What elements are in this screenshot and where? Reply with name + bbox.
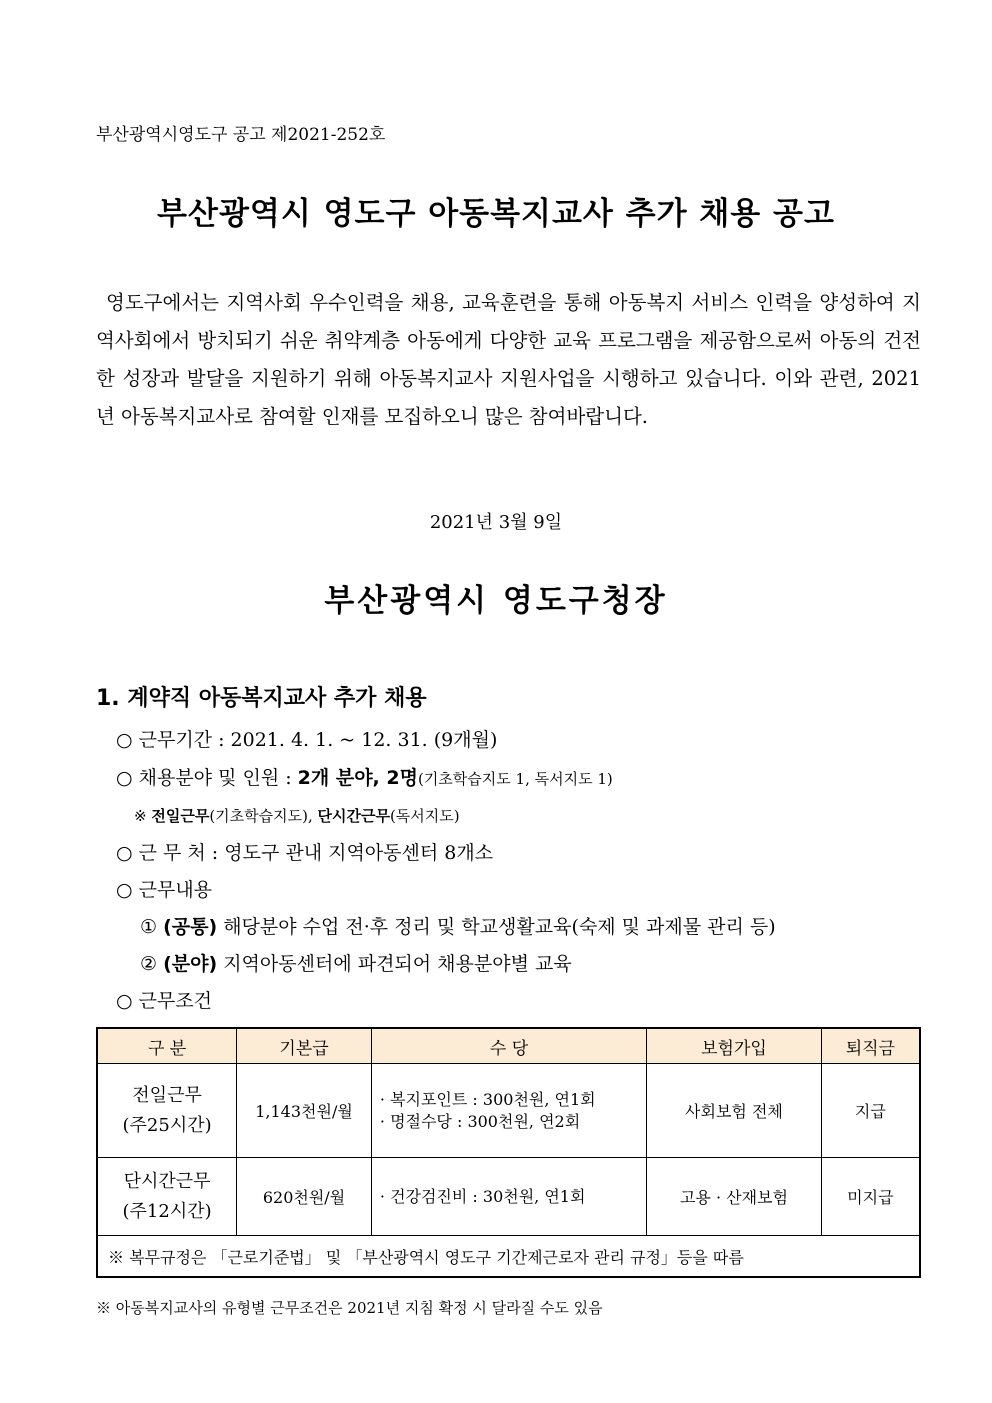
intro-text: 영도구에서는 지역사회 우수인력을 채용, 교육훈련을 통해 아동복지 서비스 인력을 양성하여 지역사회에서 방치되기 쉬운 취약계층 아동에게 다양한 교육 프로그램을 제공함으로써 아동의 건전한 성장과 발달을 지원하기 위해 아동복지교사 지원사업을 시행하고 있습니다. 이와 관련, 2021년 아동복지교사로 참여할 인재를 모집하오니 많은 참여바랍니다. <box>96 291 921 428</box>
table-row <box>97 1064 920 1158</box>
content-2-category: (분야) <box>163 953 218 975</box>
intro-paragraph <box>96 284 921 436</box>
content-1-category: (공통) <box>163 916 218 938</box>
content-2-number: ② <box>140 953 164 975</box>
recruit-field-label: ○ 채용분야 및 인원 : <box>116 767 298 789</box>
bottom-note: ※ 아동복지교사의 유형별 근무조건은 2021년 지침 확정 시 달라질 수도 있음 <box>96 1299 603 1317</box>
work-content-label: ○ 근무내용 <box>116 879 213 901</box>
header-insurance: 보험가입 <box>647 1028 822 1064</box>
note-mark: ※ <box>134 807 152 825</box>
recruit-field <box>116 763 613 790</box>
notice-number: 부산광역시영도구 공고 제2021-252호 <box>96 125 386 145</box>
row-insurance: 사회보험 전체 <box>647 1064 822 1158</box>
note-fulltime: 전일근무 <box>151 807 210 825</box>
header-category: 구 분 <box>97 1028 237 1064</box>
header-salary: 기본급 <box>237 1028 372 1064</box>
row-salary: 1,143천원/월 <box>237 1064 372 1158</box>
row-insurance: 고용 · 산재보험 <box>647 1158 822 1236</box>
section-title: 1. 계약직 아동복지교사 추가 채용 <box>96 686 427 711</box>
row-type: 단시간근무 <box>123 1170 211 1192</box>
table-footnote: ※ 복무규정은 「근로기준법」 및 「부산광역시 영도구 기간제근로자 관리 규정」등을 따름 <box>97 1236 920 1278</box>
note-fulltime-detail: (기초학습지도), <box>209 807 318 825</box>
row-hours: (주25시간) <box>122 1114 212 1136</box>
row-category <box>97 1064 237 1158</box>
workplace: ○ 근 무 처 : 영도구 관내 지역아동센터 8개소 <box>116 842 494 864</box>
allowance-item: · 건강검진비 : 30천원, 연1회 <box>379 1186 586 1206</box>
content-1-text: 해당분야 수업 전·후 정리 및 학교생활교육(숙제 및 과제물 관리 등) <box>217 916 776 938</box>
header-allowance: 수 당 <box>371 1028 646 1064</box>
note-parttime-detail: (독서지도) <box>389 807 460 825</box>
row-type: 전일근무 <box>132 1084 202 1106</box>
header-severance: 퇴직금 <box>821 1028 920 1064</box>
table-footnote-row <box>97 1236 920 1278</box>
row-allowance <box>371 1158 646 1236</box>
table-header-row <box>97 1028 920 1064</box>
work-period: ○ 근무기간 : 2021. 4. 1. ~ 12. 31. (9개월) <box>116 729 498 751</box>
conditions-table <box>96 1027 921 1278</box>
note-parttime: 단시간근무 <box>317 807 390 825</box>
row-severance: 미지급 <box>821 1158 920 1236</box>
row-category <box>97 1158 237 1236</box>
page-title: 부산광역시 영도구 아동복지교사 추가 채용 공고 <box>157 196 835 232</box>
row-salary: 620천원/월 <box>237 1158 372 1236</box>
recruit-field-count: 2개 분야, 2명 <box>297 767 418 789</box>
allowance-item: · 명절수당 : 300천원, 연2회 <box>379 1111 581 1131</box>
work-content-item-1 <box>140 912 776 939</box>
work-type-note <box>134 805 460 826</box>
content-1-number: ① <box>140 916 164 938</box>
row-allowance <box>371 1064 646 1158</box>
notice-date: 2021년 3월 9일 <box>429 512 563 533</box>
content-2-text: 지역아동센터에 파견되어 채용분야별 교육 <box>217 953 572 975</box>
row-hours: (주12시간) <box>122 1200 212 1222</box>
issuer-name: 부산광역시 영도구청장 <box>324 583 668 619</box>
work-content-item-2 <box>140 949 572 976</box>
allowance-item: · 복지포인트 : 300천원, 연1회 <box>379 1089 596 1109</box>
row-severance: 지급 <box>821 1064 920 1158</box>
recruit-field-detail: (기초학습지도 1, 독서지도 1) <box>417 770 613 788</box>
work-conditions-label: ○ 근무조건 <box>116 990 213 1012</box>
table-row <box>97 1158 920 1236</box>
